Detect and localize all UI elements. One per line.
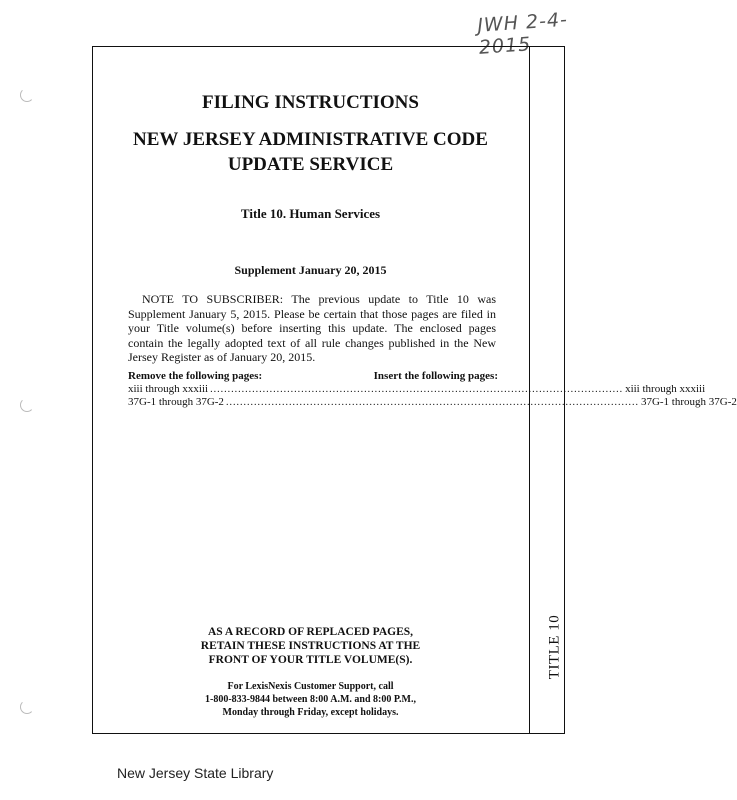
remove-pages: 37G-1 through 37G-2: [128, 396, 224, 408]
table-row: [128, 383, 706, 396]
title-tab-label: TITLE 10: [546, 614, 563, 680]
dot-leader: ......................................................................................................................: [210, 384, 624, 395]
remove-pages: xiii through xxxiii: [128, 383, 209, 395]
pages-table: [128, 383, 737, 409]
library-stamp: New Jersey State Library: [117, 765, 274, 781]
title-name: Title 10. Human Services: [240, 206, 381, 221]
customer-support-notice: [92, 680, 529, 719]
punch-hole-mark: [20, 700, 34, 714]
subheading-line: NEW JERSEY ADMINISTRATIVE CODE: [133, 129, 488, 150]
subscriber-note: NOTE TO SUBSCRIBER: The previous update to Title 10 was Supplement January 5, 2015. Please be certain that those pages are filed in your Title volume(s) before inserting this update. The enclosed pages contain the legally adopted text of all rule changes published in the New Jersey Register as of January 20, 2015.: [128, 292, 496, 364]
record-line: AS A RECORD OF REPLACED PAGES,: [207, 626, 414, 638]
record-line: RETAIN THESE INSTRUCTIONS AT THE: [200, 640, 421, 652]
pages-table-header: [128, 370, 498, 382]
supplement-date: Supplement January 20, 2015: [234, 263, 387, 277]
insert-header: Insert the following pages:: [373, 370, 498, 382]
subheading-line: UPDATE SERVICE: [227, 154, 394, 175]
record-line: FRONT OF YOUR TITLE VOLUME(S).: [208, 654, 413, 666]
punch-hole-mark: [20, 88, 34, 102]
support-line: 1-800-833-9844 between 8:00 A.M. and 8:00 P.M.,: [204, 694, 416, 705]
page-subheading: [92, 127, 529, 177]
insert-pages: 37G-1 through 37G-2: [640, 396, 737, 408]
handwritten-initials-date: JWH 2-4-2015: [476, 8, 569, 59]
insert-pages: xiii through xxxiii: [625, 383, 706, 395]
table-row: [128, 396, 737, 409]
support-line: Monday through Friday, except holidays.: [222, 707, 399, 718]
record-notice: [92, 625, 529, 667]
punch-hole-mark: [20, 398, 34, 412]
support-line: For LexisNexis Customer Support, call: [227, 681, 394, 692]
dot-leader: ......................................................................................................................: [225, 397, 639, 408]
page-heading: FILING INSTRUCTIONS: [202, 92, 419, 113]
title-tab: [546, 612, 564, 682]
remove-header: Remove the following pages:: [128, 370, 263, 382]
